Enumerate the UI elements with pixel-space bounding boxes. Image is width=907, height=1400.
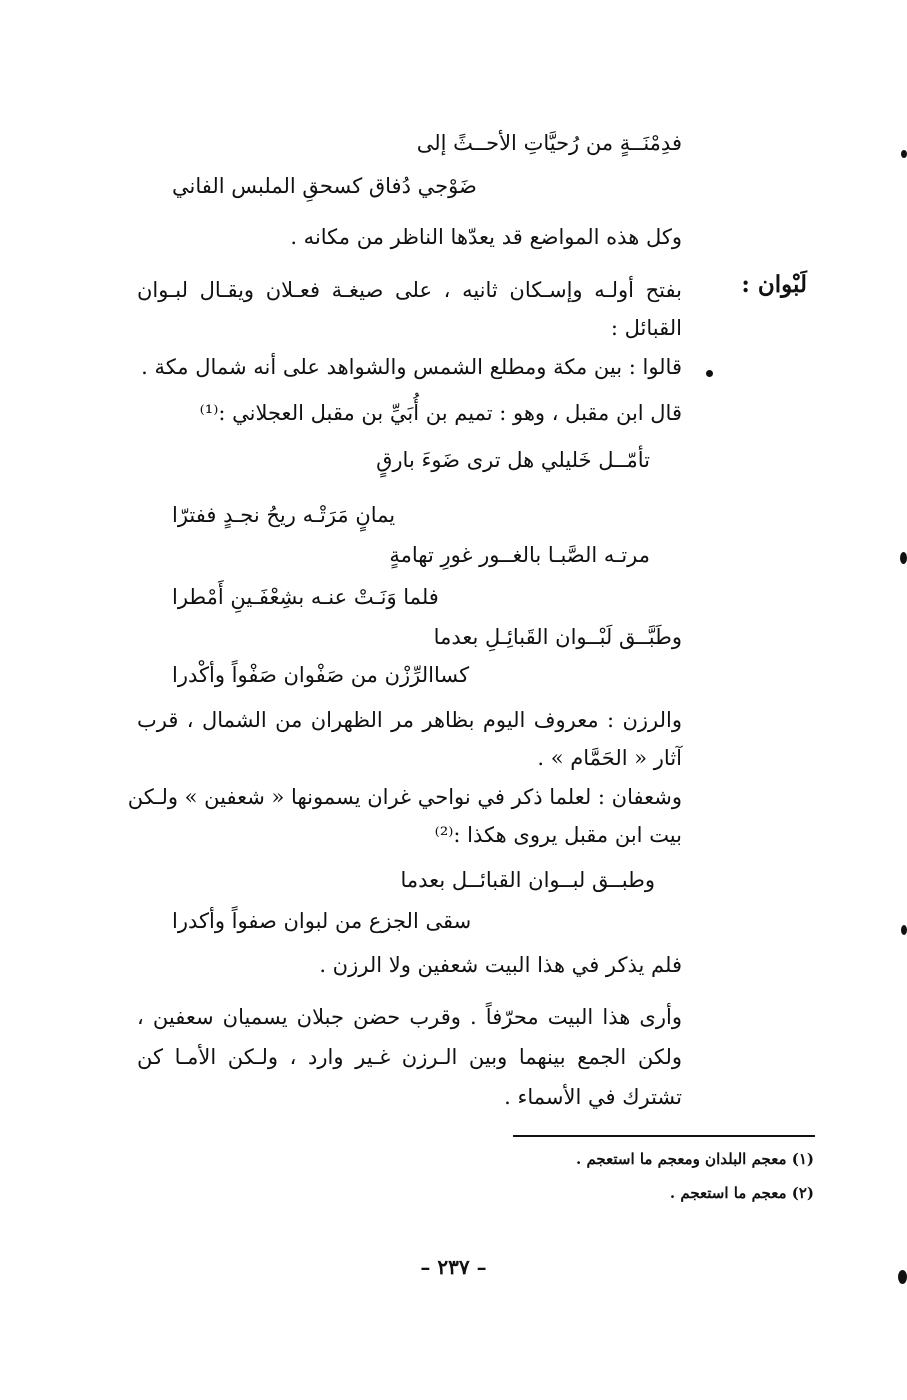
scan-speck (900, 552, 907, 564)
verse-3-second-hemistich: فلما وَنَـتْ عنـه بشِعْفَـينِ أَمْطرا (172, 585, 439, 609)
paragraph-line: ولكن الجمع بينهما وبين الـرزن غـير وارد ، ولـكن الأمـا كن (137, 1045, 682, 1069)
verse-1-second-hemistich: ضَوْجي دُفاق كسحقِ الملبس الفاني (172, 174, 477, 198)
paragraph-line: القبائل : (610, 316, 682, 340)
verse-5-second-hemistich: سقى الجزع من لبوان صفواً وأكدرا (172, 909, 472, 933)
footnote-separator (513, 1135, 815, 1137)
entry-heading: لَبْوان : (741, 271, 807, 298)
paragraph-line: فلم يذكر في هذا البيت شعفين ولا الرزن . (319, 953, 682, 977)
page-number: – ٢٣٧ – (420, 1255, 487, 1279)
paragraph-line: تشترك في الأسماء . (504, 1085, 682, 1109)
paragraph-line: قال ابن مقبل ، وهو : تميم بن أُبَيِّ بن مقبل العجلاني :⁽¹⁾ (199, 401, 682, 425)
verse-1-first-hemistich: فدِمْنَــةٍ من رُحيَّاتِ الأحــثً إلى (416, 131, 682, 155)
paragraph-line: وشعفان : لعلما ذكر في نواحي غران يسمونها « شعفين » ولـكن (127, 785, 682, 809)
footnote-2: (٢) معجم ما استعجم . (669, 1184, 814, 1202)
paragraph-line: وأرى هذا البيت محرّفاً . وقرب حضن جبلان يسميان سعفين ، (137, 1005, 682, 1029)
verse-3-first-hemistich: مرتـه الصَّبـا بالغــور غورِ تهامةٍ (389, 543, 650, 567)
verse-4-first-hemistich: وطَبَّــق لَبْــوان القَبائِـلِ بعدما (433, 625, 682, 649)
paragraph-line: وكل هذه المواضع قد يعدّها الناظر من مكانه . (290, 225, 682, 249)
scan-speck (706, 370, 713, 377)
verse-4-second-hemistich: كساالرِّزْن من صَفْوان صَفْواً وأكْدرا (172, 663, 470, 687)
paragraph-line: آثار « الحَمَّام » . (537, 746, 682, 770)
paragraph-line: والرزن : معروف اليوم بظاهر مر الظهران من الشمال ، قرب (137, 708, 682, 732)
paragraph-line: بيت ابن مقبل يروى هكذا :⁽²⁾ (434, 823, 682, 847)
scan-speck (898, 1270, 907, 1284)
scan-speck (901, 150, 907, 158)
paragraph-line: بفتح أولـه وإسـكان ثانيه ، على صيغـة فعـلان ويقـال لبـوان (137, 278, 682, 302)
paragraph-line: قالوا : بين مكة ومطلع الشمس والشواهد على أنه شمال مكة . (141, 355, 682, 379)
scan-speck (901, 925, 907, 935)
verse-5-first-hemistich: وطبــق لبــوان القبائــل بعدما (400, 868, 655, 892)
verse-2-first-hemistich: تأمّــل خَليلي هل ترى ضَوءَ بارقٍ (376, 448, 650, 472)
verse-2-second-hemistich: يمانٍ مَرَتْـه ريحُ نجـدٍ ففترّا (172, 503, 396, 527)
footnote-1: (١) معجم البلدان ومعجم ما استعجم . (576, 1150, 814, 1168)
